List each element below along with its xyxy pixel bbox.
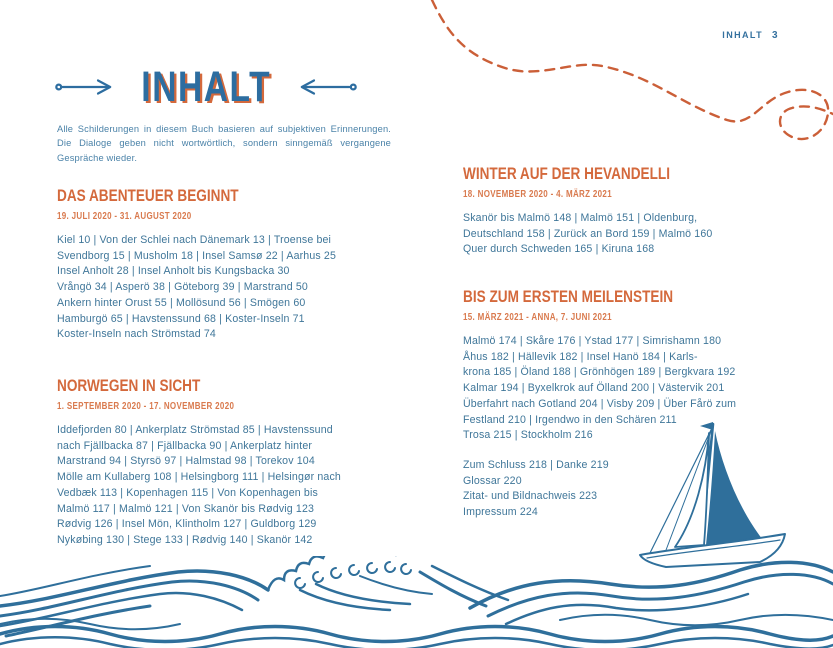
toc-line: nach Fjällbacka 87 | Fjällbacka 90 | Ankerplatz hinter [57, 439, 313, 452]
toc-line: Mölle am Kullaberg 108 | Helsingborg 111 | Helsingør nach [57, 471, 341, 484]
section-date-range: 1. SEPTEMBER 2020 - 17. NOVEMBER 2020 [57, 401, 235, 412]
title-row [36, 58, 376, 116]
toc-line: Kiel 10 | Von der Schlei nach Dänemark 13 | Troense bei [57, 234, 332, 246]
toc-line: Insel Anholt 28 | Insel Anholt bis Kungsbacka 30 [57, 265, 290, 278]
toc-line: Koster-Inseln nach Strömstad 74 [57, 328, 216, 341]
toc-line: Festland 210 | Irgendwo in den Schären 211 [463, 413, 677, 426]
toc-section-norwegen [57, 376, 403, 549]
toc-line: Glossar 220 [463, 474, 522, 487]
toc-line: Vrångö 34 | Asperö 38 | Göteborg 39 | Marstrand 50 [57, 281, 308, 294]
toc-line: Ankern hinter Orust 55 | Mollösund 56 | Smögen 60 [57, 296, 306, 309]
toc-line: Impressum 224 [463, 506, 538, 519]
section-title: BIS ZUM ERSTEN MEILENSTEIN [463, 287, 674, 306]
arrow-right-icon [55, 78, 113, 96]
toc-section-meilenstein [463, 287, 833, 444]
toc-line: Iddefjorden 80 | Ankerplatz Strömstad 85 | Havstenssund [57, 424, 333, 436]
toc-line: Kalmar 194 | Byxelkrok auf Ölland 200 | Västervik 201 [463, 382, 725, 395]
toc-line: Nykøbing 130 | Stege 133 | Rødvig 140 | Skanör 142 [57, 533, 313, 546]
dashed-route-line [420, 0, 833, 165]
toc-line: Rødvig 126 | Insel Mön, Klintholm 127 | Guldborg 129 [57, 518, 317, 531]
arrow-left-icon [299, 78, 357, 96]
toc-line: Trosa 215 | Stockholm 216 [463, 429, 593, 442]
toc-section-abenteuer [57, 186, 403, 343]
section-title: DAS ABENTEUER BEGINNT [57, 186, 239, 205]
section-date-range: 19. JULI 2020 - 31. AUGUST 2020 [57, 211, 192, 222]
section-title: WINTER AUF DER HEVANDELLI [463, 164, 671, 183]
section-title: NORWEGEN IN SICHT [57, 376, 201, 395]
toc-line: Hamburgö 65 | Havstenssund 68 | Koster-Inseln 71 [57, 312, 305, 325]
toc-line: Vedbæk 113 | Kopenhagen 115 | Von Kopenhagen bis [57, 486, 318, 499]
toc-line: Deutschland 158 | Zurück an Bord 159 | Malmö 160 [463, 227, 713, 240]
toc-line: Åhus 182 | Hällevik 182 | Insel Hanö 184 | Karls- [463, 350, 698, 363]
page-header-label: INHALT [722, 30, 764, 40]
toc-section-winter [463, 164, 829, 258]
toc-line: Zitat- und Bildnachweis 223 [463, 490, 598, 503]
endmatter-list [463, 458, 763, 521]
toc-line: Malmö 174 | Skåre 176 | Ystad 177 | Simrishamn 180 [463, 335, 722, 347]
toc-line: Svendborg 15 | Musholm 18 | Insel Samsø 22 | Aarhus 25 [57, 249, 336, 262]
page-title: INHALT [141, 62, 271, 111]
intro-note: Alle Schilderungen in diesem Buch basieren auf subjektiven Erinnerungen. Die Dialoge geben nicht wortwörtlich, sondern sinngemäß vergangene Gespräche wieder. [57, 124, 391, 163]
page-number: 3 [772, 30, 779, 41]
toc-line: Malmö 117 | Malmö 121 | Von Skanör bis Rødvig 123 [57, 502, 315, 515]
toc-line: krona 185 | Öland 188 | Grönhögen 189 | Bergkvara 192 [463, 366, 736, 379]
toc-line: Quer durch Schweden 165 | Kiruna 168 [463, 243, 655, 256]
toc-line: Skanör bis Malmö 148 | Malmö 151 | Oldenburg, [463, 212, 698, 224]
section-date-range: 15. MÄRZ 2021 - ANNA, 7. JUNI 2021 [463, 312, 612, 323]
toc-line: Marstrand 94 | Styrsö 97 | Halmstad 98 | Torekov 104 [57, 455, 315, 468]
toc-line: Überfahrt nach Gotland 204 | Visby 209 | Über Fårö zum [463, 397, 737, 410]
section-date-range: 18. NOVEMBER 2020 - 4. MÄRZ 2021 [463, 189, 612, 200]
page-header [722, 30, 779, 41]
toc-line: Zum Schluss 218 | Danke 219 [463, 459, 609, 471]
